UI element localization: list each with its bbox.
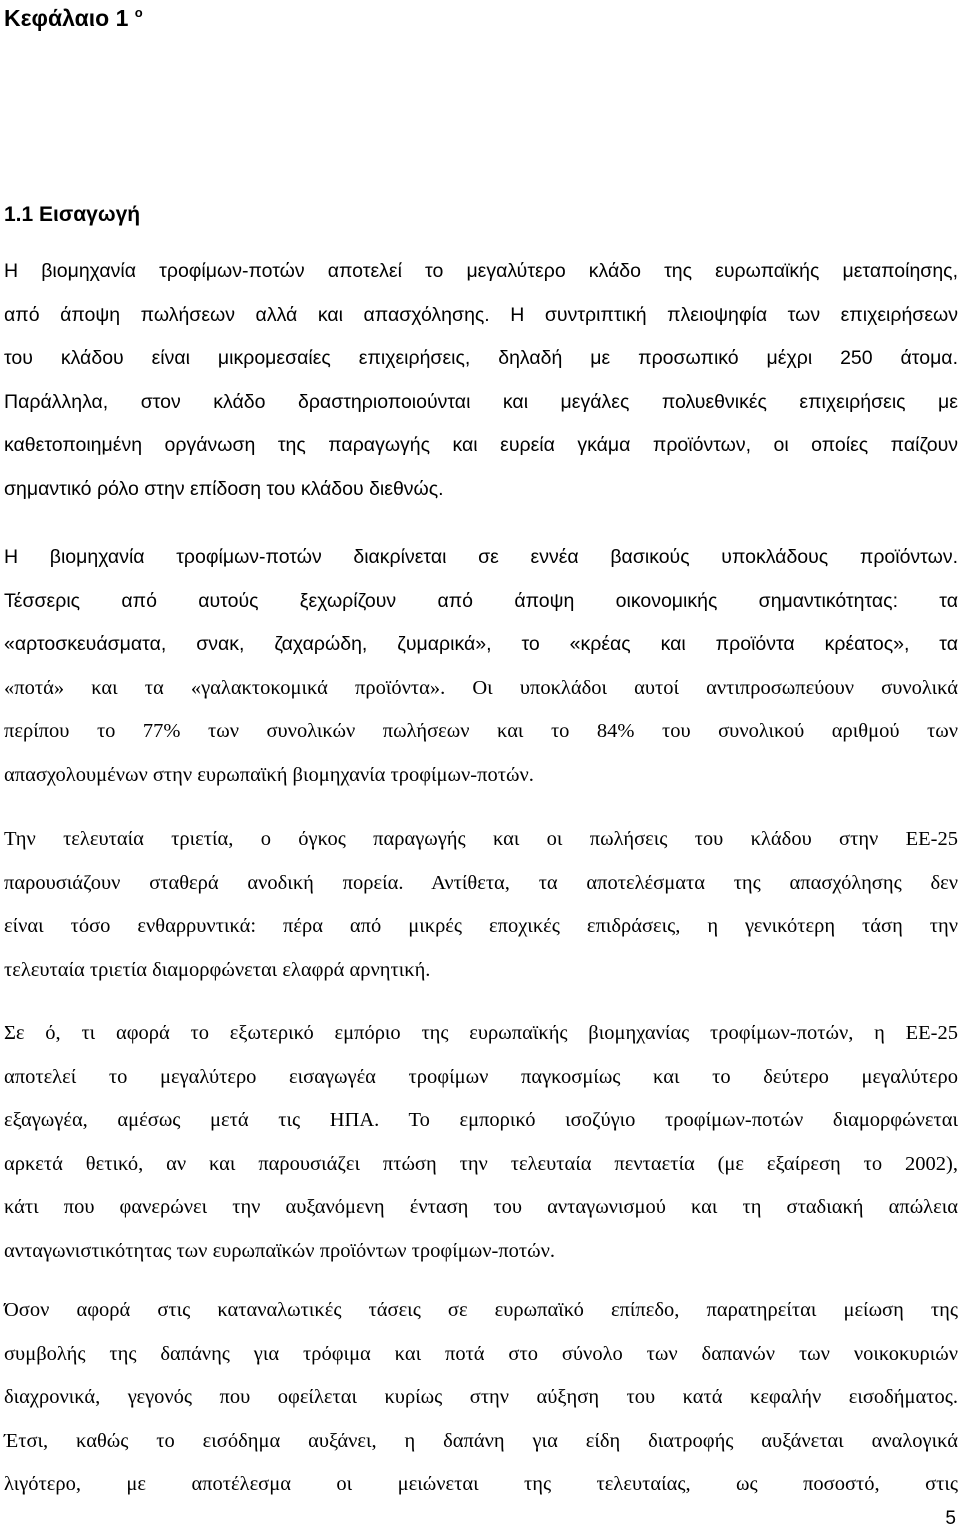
paragraph-line: τελευταία τριετία διαμορφώνεται ελαφρά αρνητική. — [4, 958, 431, 981]
paragraph-1 — [4, 250, 958, 512]
paragraph-line: απασχολουμένων στην ευρωπαϊκή βιομηχανία τροφίμων-ποτών. — [4, 763, 534, 786]
paragraph-4 — [4, 1012, 958, 1274]
paragraph-line: του κλάδου είναι μικρομεσαίες επιχειρήσεις, δηλαδή με προσωπικό μέχρι 250 άτομα. — [4, 347, 958, 370]
paragraph-line: είναι τόσο ενθαρρυντικά: πέρα από μικρές εποχικές επιδράσεις, η γενικότερη τάση την — [4, 915, 958, 938]
paragraph-line: από άποψη πωλήσεων αλλά και απασχόλησης. Η συντριπτική πλειοψηφία των επιχειρήσεων — [4, 303, 958, 326]
paragraph-line: λιγότερο, με αποτέλεσμα οι μειώνεται της τελευταίας, ως ποσοστό, στις — [4, 1473, 958, 1496]
paragraph-line: Η βιομηχανία τροφίμων-ποτών αποτελεί το μεγαλύτερο κλάδο της ευρωπαϊκής μεταποίησης, — [4, 260, 958, 282]
paragraph-line: «ποτά» και τα «γαλακτοκομικά προϊόντα». Οι υποκλάδοι αυτοί αντιπροσωπεύουν συνολικά — [4, 676, 958, 699]
paragraph-line: Όσον αφορά στις καταναλωτικές τάσεις σε ευρωπαϊκό επίπεδο, παρατηρείται μείωση της — [4, 1299, 958, 1321]
paragraph-line: περίπου το 77% των συνολικών πωλήσεων και το 84% του συνολικού αριθμού των — [4, 720, 958, 743]
paragraph-line: συμβολής της δαπάνης για τρόφιμα και ποτά στο σύνολο των δαπανών των νοικοκυριών — [4, 1342, 958, 1365]
paragraph-line: σημαντικό ρόλο στην επίδοση του κλάδου διεθνώς. — [4, 477, 444, 500]
paragraph-line: Σε ό, τι αφορά το εξωτερικό εμπόριο της ευρωπαϊκής βιομηχανίας τροφίμων-ποτών, η ΕΕ-25 — [4, 1022, 958, 1044]
paragraph-line: παρουσιάζουν σταθερά ανοδική πορεία. Αντίθετα, τα αποτελέσματα της απασχόλησης δεν — [4, 871, 958, 894]
paragraph-2 — [4, 536, 958, 798]
chapter-title — [4, 4, 143, 32]
paragraph-5 — [4, 1289, 958, 1507]
page-number: 5 — [945, 1508, 956, 1529]
chapter-title-text: Κεφάλαιο 1 — [4, 5, 129, 31]
paragraph-line: κάτι που φανερώνει την αυξανόμενη ένταση του ανταγωνισμού και τη σταδιακή απώλεια — [4, 1196, 958, 1219]
paragraph-line: ανταγωνιστικότητας των ευρωπαϊκών προϊόντων τροφίμων-ποτών. — [4, 1239, 556, 1262]
paragraph-line: Τέσσερις από αυτούς ξεχωρίζουν από άποψη οικονομικής σημαντικότητας: τα — [4, 589, 958, 612]
section-title: 1.1 Εισαγωγή — [4, 203, 141, 226]
paragraph-line: Η βιομηχανία τροφίμων-ποτών διακρίνεται σε εννέα βασικούς υποκλάδους προϊόντων. — [4, 546, 958, 568]
paragraph-line: Την τελευταία τριετία, ο όγκος παραγωγής και οι πωλήσεις του κλάδου στην ΕΕ-25 — [4, 828, 958, 850]
paragraph-line: αρκετά θετικό, αν και παρουσιάζει πτώση την τελευταία πενταετία (με εξαίρεση το 2002), — [4, 1152, 958, 1175]
paragraph-line: διαχρονικά, γεγονός που οφείλεται κυρίως στην αύξηση του κατά κεφαλήν εισοδήματος. — [4, 1386, 958, 1409]
paragraph-3 — [4, 818, 958, 992]
paragraph-line: «αρτοσκευάσματα, σνακ, ζαχαρώδη, ζυμαρικά», το «κρέας και προϊόντα κρέατος», τα — [4, 633, 958, 656]
paragraph-line: εξαγωγέα, αμέσως μετά τις ΗΠΑ. Το εμπορικό ισοζύγιο τροφίμων-ποτών διαμορφώνεται — [4, 1109, 958, 1132]
paragraph-line: Έτσι, καθώς το εισόδημα αυξάνει, η δαπάνη για είδη διατροφής αυξάνεται αναλογικά — [4, 1429, 958, 1452]
paragraph-line: αποτελεί το μεγαλύτερο εισαγωγέα τροφίμων παγκοσμίως και το δεύτερο μεγαλύτερο — [4, 1065, 958, 1088]
paragraph-line: Παράλληλα, στον κλάδο δραστηριοποιούνται και μεγάλες πολυεθνικές επιχειρήσεις με — [4, 390, 958, 413]
paragraph-line: καθετοποιημένη οργάνωση της παραγωγής και ευρεία γκάμα προϊόντων, οι οποίες παίζουν — [4, 434, 958, 457]
chapter-title-superscript: ο — [134, 5, 143, 20]
